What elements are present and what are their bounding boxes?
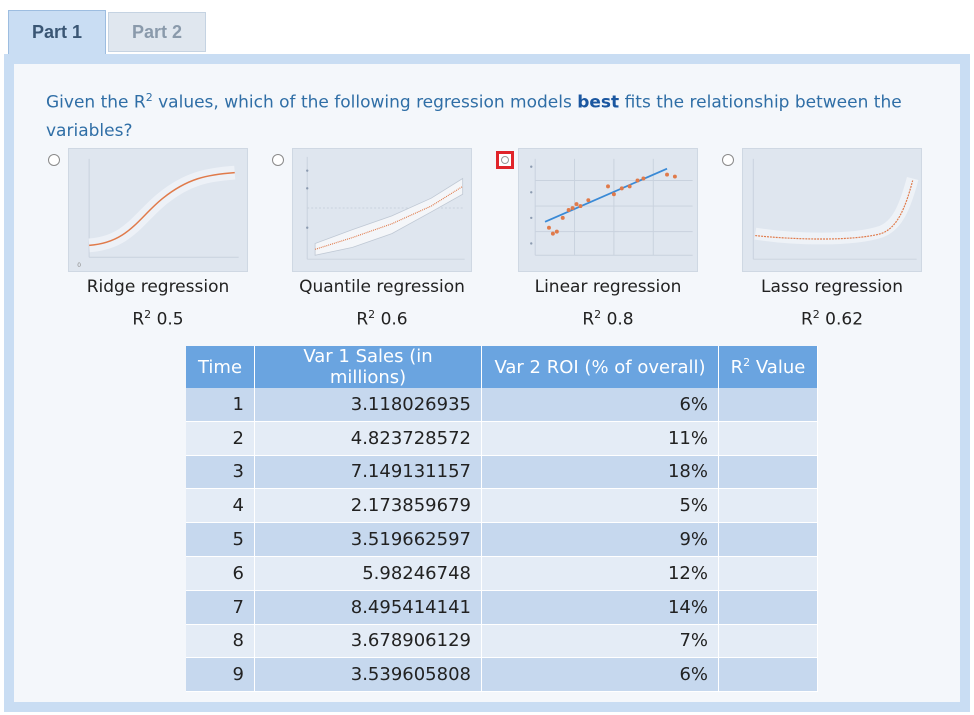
table-row <box>186 658 818 692</box>
cell-r2-value <box>719 455 818 489</box>
table-row <box>186 556 818 590</box>
cell-var2: 5% <box>482 489 719 523</box>
option-label: Ridge regression <box>86 277 230 297</box>
s-curve-chart-icon <box>68 148 248 272</box>
tab-part-1[interactable]: Part 1 <box>8 10 106 54</box>
option-label: Lasso regression <box>761 277 903 297</box>
cell-var1: 3.519662597 <box>255 523 482 557</box>
option-label: Quantile regression <box>299 277 465 297</box>
option-linear-regression[interactable] <box>498 148 698 338</box>
tab-bar <box>0 0 974 56</box>
cell-time: 3 <box>186 455 255 489</box>
cell-var1: 8.495414141 <box>255 590 482 624</box>
cell-var1: 3.118026935 <box>255 388 482 421</box>
option-quantile-regression[interactable] <box>272 148 472 338</box>
cell-time: 6 <box>186 556 255 590</box>
tab-part-2[interactable]: Part 2 <box>108 12 206 52</box>
cell-r2-value <box>719 421 818 455</box>
option-r2: $R^2$ 0.8 <box>582 308 634 330</box>
option-lasso-regression[interactable] <box>722 148 922 338</box>
table-row <box>186 489 818 523</box>
option-label: Linear regression <box>534 277 682 297</box>
radio-quantile[interactable] <box>272 154 284 166</box>
table-row <box>186 624 818 658</box>
scatter-line-chart-icon <box>518 148 698 272</box>
header-var1: Var 1 Sales (in millions) <box>255 346 482 388</box>
cell-time: 2 <box>186 421 255 455</box>
option-ridge-regression[interactable] <box>48 148 248 338</box>
table-row <box>186 590 818 624</box>
cell-r2-value <box>719 388 818 421</box>
cell-time: 9 <box>186 658 255 692</box>
cell-var2: 9% <box>482 523 719 557</box>
cell-var1: 2.173859679 <box>255 489 482 523</box>
header-r2-value: $R^2$ Value <box>719 346 818 388</box>
cell-r2-value <box>719 556 818 590</box>
radio-lasso[interactable] <box>722 154 734 166</box>
band-chart-icon <box>292 148 472 272</box>
option-r2: $R^2$ 0.5 <box>132 308 184 330</box>
table-header-row <box>186 346 818 388</box>
table-row <box>186 388 818 421</box>
svg-text:0: 0 <box>77 263 82 270</box>
cell-r2-value <box>719 489 818 523</box>
cell-var1: 4.823728572 <box>255 421 482 455</box>
cell-var2: 6% <box>482 658 719 692</box>
header-var2: Var 2 ROI (% of overall) <box>482 346 719 388</box>
cell-time: 7 <box>186 590 255 624</box>
cell-var2: 18% <box>482 455 719 489</box>
cell-var2: 12% <box>482 556 719 590</box>
cell-var1: 7.149131157 <box>255 455 482 489</box>
cell-r2-value <box>719 658 818 692</box>
cell-time: 8 <box>186 624 255 658</box>
table-row <box>186 523 818 557</box>
cell-var1: 5.98246748 <box>255 556 482 590</box>
table-row <box>186 421 818 455</box>
cell-var2: 7% <box>482 624 719 658</box>
cell-r2-value <box>719 624 818 658</box>
cell-var1: 3.678906129 <box>255 624 482 658</box>
header-time: Time <box>186 346 255 388</box>
data-table <box>186 346 818 692</box>
cell-var2: 6% <box>482 388 719 421</box>
cell-var2: 14% <box>482 590 719 624</box>
cell-r2-value <box>719 590 818 624</box>
question-text: Given the $R^2$ values, which of the following regression models best fits the relationship between the variables? <box>46 91 902 141</box>
cell-var2: 11% <box>482 421 719 455</box>
cell-var1: 3.539605808 <box>255 658 482 692</box>
option-r2: $R^2$ 0.62 <box>800 308 864 330</box>
radio-ridge[interactable] <box>48 154 60 166</box>
cell-time: 5 <box>186 523 255 557</box>
option-r2: $R^2$ 0.6 <box>356 308 408 330</box>
flat-curve-chart-icon <box>742 148 922 272</box>
cell-r2-value <box>719 523 818 557</box>
radio-linear-selected[interactable] <box>496 151 514 169</box>
cell-time: 1 <box>186 388 255 421</box>
cell-time: 4 <box>186 489 255 523</box>
table-row <box>186 455 818 489</box>
